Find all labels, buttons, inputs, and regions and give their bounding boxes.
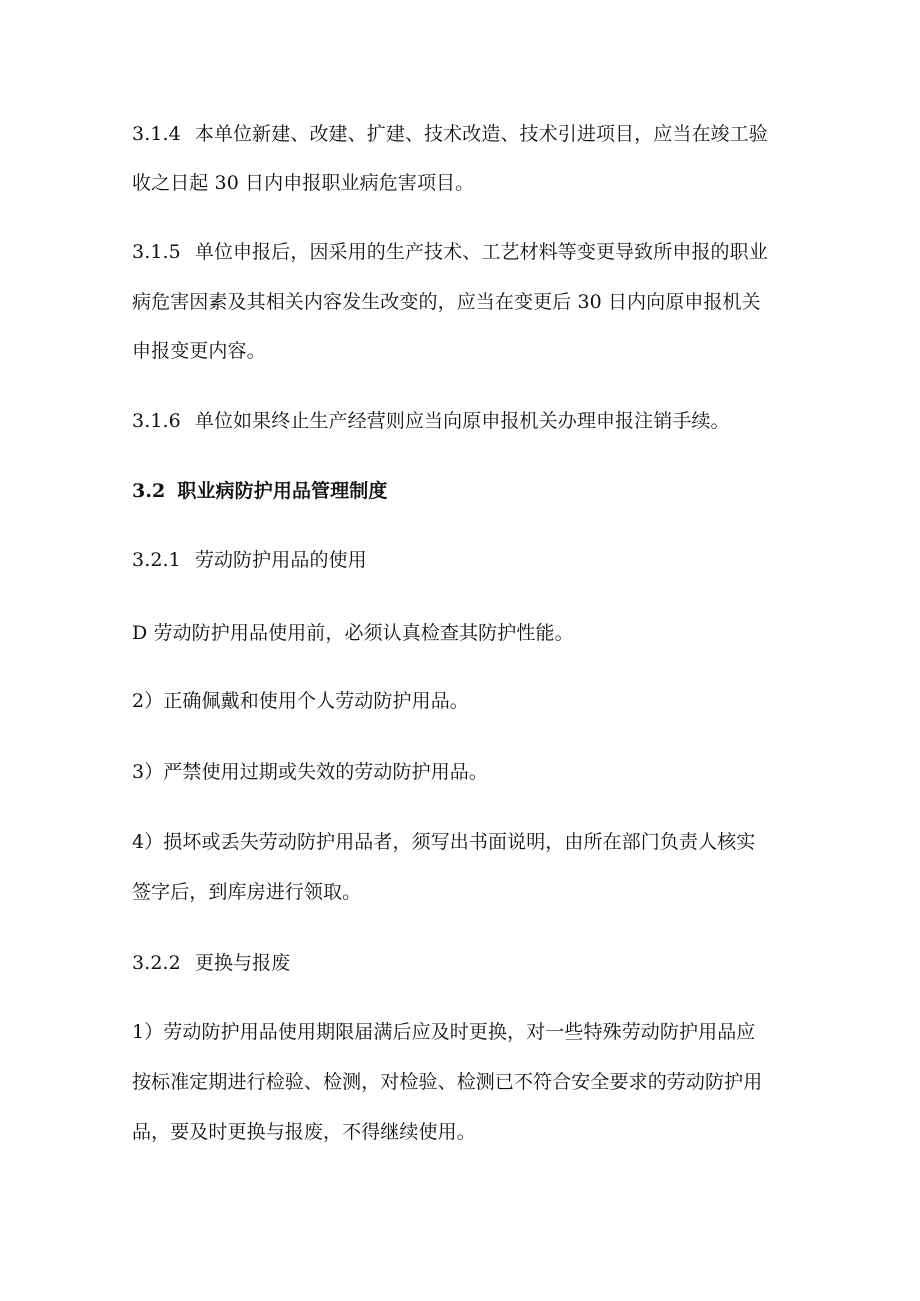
paragraph-text: 单位如果终止生产经营则应当向原申报机关办理申报注销手续。: [194, 410, 730, 432]
paragraph-3-1-5-line-2: 病危害因素及其相关内容发生改变的，应当在变更后 30 日内向原申报机关: [132, 291, 761, 313]
list-item-5-line-2: 按标准定期进行检验、检测，对检验、检测已不符合安全要求的劳动防护用: [132, 1071, 763, 1093]
paragraph-3-1-4-line-1: [132, 122, 768, 146]
paragraph-text: 单位申报后，因采用的生产技术、工艺材料等变更导致所申报的职业: [194, 241, 768, 263]
paragraph-3-1-6: [132, 409, 730, 433]
list-item-5-line-3: 品，要及时更换与报废，不得继续使用。: [132, 1121, 476, 1143]
list-item-4-line-1: 4）损坏或丢失劳动防护用品者，须写出书面说明，由所在部门负责人核实: [132, 831, 756, 853]
section-number: 3.2.2: [132, 952, 181, 974]
list-item-3: 3）严禁使用过期或失效的劳动防护用品。: [132, 761, 488, 783]
section-number: 3.1.5: [132, 241, 181, 263]
paragraph-3-1-5-line-1: [132, 240, 768, 264]
section-number: 3.2: [132, 480, 166, 502]
section-number: 3.2.1: [132, 549, 181, 571]
paragraph-text: 本单位新建、改建、扩建、技术改造、技术引进项目，应当在竣工验: [194, 123, 768, 145]
section-number: 3.1.6: [132, 410, 181, 432]
list-item-1: D 劳动防护用品使用前，必须认真检查其防护性能。: [132, 622, 574, 644]
list-item-5-line-1: 1）劳动防护用品使用期限届满后应及时更换，对一些特殊劳动防护用品应: [132, 1021, 756, 1043]
section-title: 劳动防护用品的使用: [194, 549, 367, 571]
section-title: 职业病防护用品管理制度: [177, 480, 388, 502]
list-item-4-line-2: 签字后，到库房进行领取。: [132, 881, 362, 903]
subsection-heading-3-2-1: [132, 548, 367, 572]
paragraph-3-1-4-line-2: 收之日起 30 日内申报职业病危害项目。: [132, 172, 475, 194]
subsection-heading-3-2-2: [132, 951, 290, 975]
section-heading-3-2: [132, 479, 387, 503]
section-title: 更换与报废: [194, 952, 291, 974]
section-number: 3.1.4: [132, 123, 181, 145]
paragraph-3-1-5-line-3: 申报变更内容。: [132, 340, 266, 362]
list-item-2: 2）正确佩戴和使用个人劳动防护用品。: [132, 690, 469, 712]
